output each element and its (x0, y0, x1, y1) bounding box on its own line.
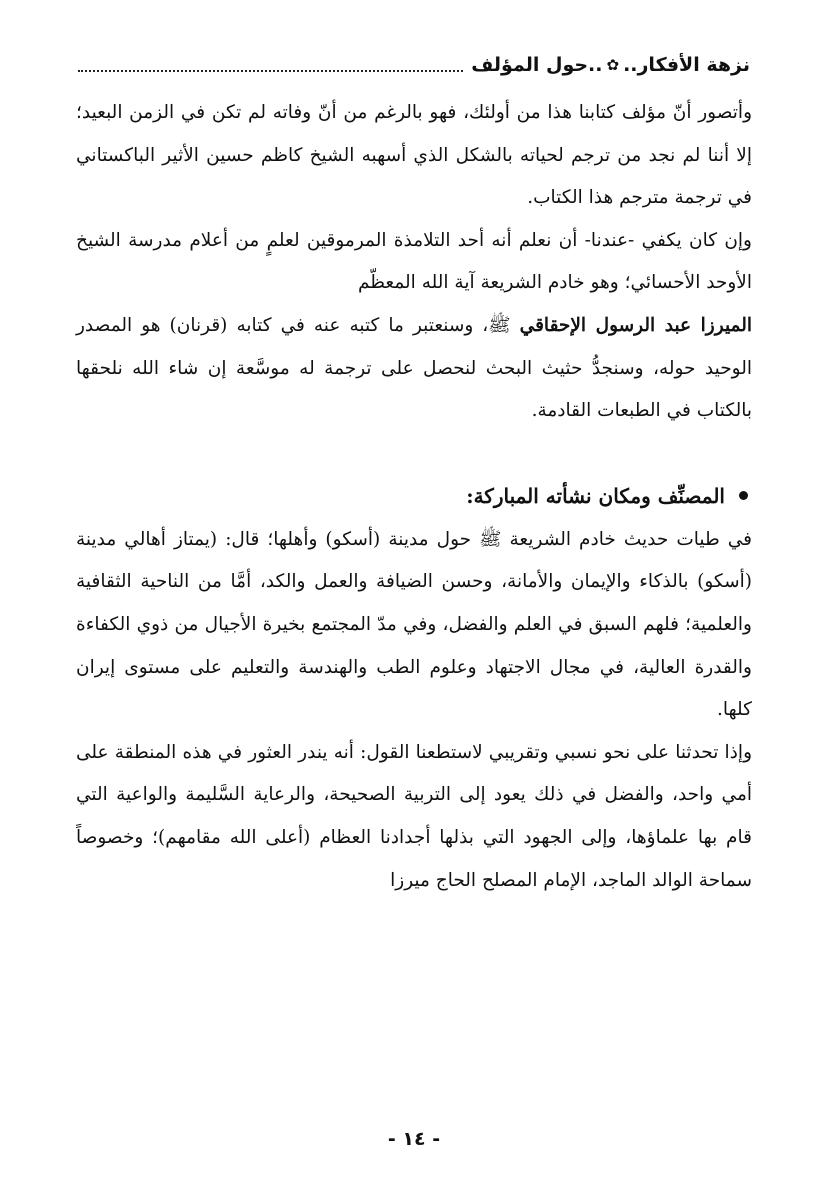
header-title-book: نزهة الأفكار.. (623, 54, 750, 76)
paragraph-2-text: وإن كان يكفي -عندنا- أن نعلم أنه أحد التلامذة المرموقين لعلمٍ من أعلام مدرسة الشيخ الأوحد الأحسائي؛ وهو خادم الشريعة آية الله المعظّم (76, 229, 752, 294)
paragraph-4 (76, 732, 752, 902)
page-number: - ١٤ - (387, 1128, 441, 1150)
paragraph-2-rest: ﷺ، وسنعتبر ما كتبه عنه في كتابه (قرنان) هو المصدر الوحيد حوله، وسنجدُّ حثيث البحث لنحصل على ترجمة له موسَّعة إن شاء الله نلحقها بالكتاب في الطبعات القادمة. (76, 314, 752, 422)
paragraph-1 (76, 92, 752, 220)
author-name-bold: الميرزا عبد الرسول الإحقاقي (519, 314, 752, 336)
header-title (471, 54, 750, 80)
paragraph-3 (76, 519, 752, 732)
paragraph-2 (76, 220, 752, 433)
header-dotted-rule (78, 70, 463, 72)
section-heading-text: المصنِّف ومكان نشأته المباركة: (466, 483, 725, 508)
running-header (78, 40, 750, 80)
flower-ornament-icon: ✿ (606, 56, 620, 74)
paragraph-3-text: في طيات حديث خادم الشريعة ﷺ حول مدينة (أسكو) وأهلها؛ قال: (يمتاز أهالي مدينة (أسكو) بالذكاء والإيمان والأمانة، وحسن الضيافة والعمل والكد، أمَّا من الناحية الثقافية والعلمية؛ فلهم السبق في العلم والفضل، وفي مدّ المجتمع بخيرة الأجيال من ذوي الكفاءة والقدرة العالية، في مجال الاجتهاد وعلوم الطب والهندسة والتعليم على مستوى إيران كلها. (76, 528, 752, 721)
bullet-icon (739, 491, 748, 500)
paragraph-4-text: وإذا تحدثنا على نحو نسبي وتقريبي لاستطعنا القول: أنه يندر العثور في هذه المنطقة على أمي واحد، والفضل في ذلك يعود إلى التربية الصحيحة، والرعاية السَّليمة والواعية التي قام بها علماؤها، وإلى الجهود التي بذلها أجدادنا العظام (أعلى الله مقامهم)؛ وخصوصاً سماحة الوالد الماجد، الإمام المصلح الحاج ميرزا (76, 741, 752, 891)
page-body (76, 92, 752, 902)
header-title-chapter: ..حول المؤلف (471, 54, 603, 76)
section-heading (76, 473, 752, 519)
paragraph-1-text: وأتصور أنّ مؤلف كتابنا هذا من أولئك، فهو بالرغم من أنّ وفاته لم تكن في الزمن البعيد؛ إلا أننا لم نجد من ترجم لحياته بالشكل الذي أسهبه الشيخ كاظم حسين الأثير الباكستاني في ترجمة مترجم هذا الكتاب. (76, 102, 752, 209)
